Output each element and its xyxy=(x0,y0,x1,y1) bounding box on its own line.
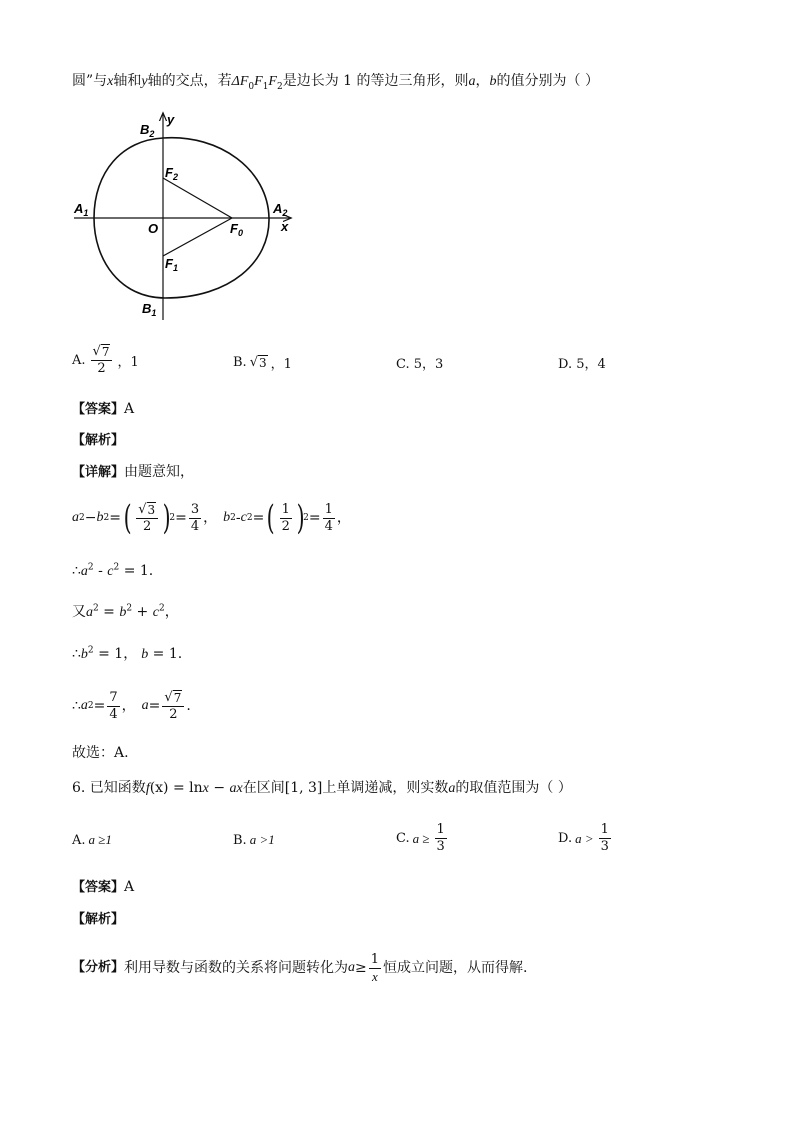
equation-4 xyxy=(72,644,182,665)
denominator: 2 xyxy=(97,361,106,376)
option-label: A. xyxy=(72,832,86,848)
label-a1: $A_1$ xyxy=(74,201,89,218)
analysis-tag: 【解析】 xyxy=(72,433,125,448)
three-quarters: $\frac{3}{4}$ xyxy=(190,501,200,534)
op: + xyxy=(132,604,153,620)
sqrt3-over-2: √ 3 2 xyxy=(136,502,158,535)
op: = xyxy=(308,510,321,526)
label-a2: $A_2$ xyxy=(273,201,288,218)
exp: 2 xyxy=(158,603,165,614)
op: = 1， xyxy=(93,646,138,662)
option-tail: ，1 xyxy=(270,357,292,372)
var-a: a xyxy=(448,781,456,796)
q6-answer xyxy=(72,877,134,898)
f1-letter: F xyxy=(254,74,263,89)
label-x: x xyxy=(281,219,289,234)
answer-value: A xyxy=(124,879,135,895)
interval: [1, 3] xyxy=(284,780,323,796)
label-f2: $F_2$ xyxy=(165,165,178,182)
option-label: B. xyxy=(233,355,247,370)
label-y: y xyxy=(167,112,175,127)
var-a: a xyxy=(468,74,476,89)
answer-tag: 【答案】 xyxy=(72,402,125,417)
option-label: D. 5，4 xyxy=(558,357,606,372)
prefix: 又 xyxy=(72,604,86,620)
option-label: C. xyxy=(396,831,410,846)
op: − xyxy=(208,780,230,796)
radicand: 7 xyxy=(173,690,182,705)
var-b: b xyxy=(96,510,104,525)
detail-text: 由题意知， xyxy=(124,464,195,480)
intro-text-b: 轴和 xyxy=(113,73,142,89)
q6-number: 6. 已知函数 xyxy=(72,780,146,796)
option-label: C. 5，3 xyxy=(396,357,444,372)
therefore: ∴ xyxy=(72,698,81,714)
comma: ， xyxy=(203,510,218,526)
exp: 2 xyxy=(87,562,94,573)
q5-detail xyxy=(72,462,194,483)
var-b: b xyxy=(223,510,231,525)
equation-2 xyxy=(72,561,153,582)
option-label: A. xyxy=(72,353,86,368)
triangle-symbol: ΔF xyxy=(231,74,249,89)
q5-choice: 故选：A. xyxy=(72,745,129,761)
radicand: 3 xyxy=(147,502,156,517)
arg: (x) xyxy=(149,780,169,796)
option-expr: a > xyxy=(575,830,594,846)
triangle-f0f1f2 xyxy=(163,178,232,256)
label-b2: $B_2$ xyxy=(140,122,155,139)
comma: ， xyxy=(336,510,351,526)
var-b: b xyxy=(80,647,88,662)
op: = xyxy=(252,510,265,526)
denominator: 2 xyxy=(143,518,152,534)
op: − xyxy=(84,510,97,526)
exp: 2 xyxy=(87,645,94,656)
fenxi-text: 利用导数与函数的关系将问题转化为 xyxy=(124,960,349,976)
var-ax: ax xyxy=(229,781,243,796)
q6-analysis xyxy=(72,909,124,930)
option-tail: ，1 xyxy=(117,355,139,370)
q6-mid: 在区间 xyxy=(242,780,285,796)
sub-1: 1 xyxy=(262,81,269,92)
sqrt7-over-2: √ 7 2 xyxy=(162,690,184,723)
q5-analysis xyxy=(72,430,124,451)
intro-text-c: 轴的交点，若 xyxy=(147,73,232,89)
op: = xyxy=(93,698,106,714)
var-a: a xyxy=(141,698,149,713)
sqrt7-over-2: √ 7 2 xyxy=(91,344,113,377)
fenxi-tag: 【分析】 xyxy=(72,960,125,975)
rest: = 1. xyxy=(148,646,183,662)
var-b: b xyxy=(141,647,149,662)
one-third: $\frac{1}{3}$ xyxy=(436,822,445,854)
q5-answer xyxy=(72,399,134,420)
var-a: a xyxy=(72,510,79,525)
comma: ， xyxy=(164,604,179,620)
equation-5: ∴ a 2 = $\frac{7}{4}$ ， a = √ 7 2 . xyxy=(72,689,191,722)
op: = xyxy=(109,510,121,526)
label-origin: O xyxy=(148,221,159,236)
comma: ， xyxy=(121,698,136,714)
comma: ， xyxy=(475,73,490,89)
q5-option-c xyxy=(396,353,443,372)
var-c: c xyxy=(152,605,159,620)
analysis-tag: 【解析】 xyxy=(72,912,125,927)
op: - xyxy=(93,563,108,579)
option-label: D. xyxy=(558,831,573,846)
var-c: c xyxy=(240,510,247,525)
answer-tag: 【答案】 xyxy=(72,880,125,895)
q5-option-b: B. √ 3 ，1 xyxy=(233,355,292,372)
radicand: 3 xyxy=(258,356,267,370)
option-label: B. xyxy=(233,832,247,848)
radicand: 7 xyxy=(101,345,110,359)
op: = xyxy=(175,510,187,526)
var-y: y xyxy=(141,74,148,89)
f2-letter: F xyxy=(268,74,277,89)
q6-option-b xyxy=(233,832,275,848)
q6-option-c xyxy=(396,822,449,855)
one-over-x: $\frac{1}{x}$ xyxy=(370,951,380,984)
period: . xyxy=(186,698,191,714)
var-f: f xyxy=(145,781,150,796)
op: ≥ xyxy=(355,960,367,976)
q6-end: 的取值范围为（ ） xyxy=(455,780,572,796)
label-f0: $F_0$ xyxy=(230,221,243,238)
therefore: ∴ xyxy=(72,646,81,662)
fenxi-tail: 恒成立问题，从而得解. xyxy=(383,960,528,976)
ellipse-figure xyxy=(70,110,300,325)
var-x: x xyxy=(202,781,209,796)
var-a: a xyxy=(80,698,88,713)
rest: = 1. xyxy=(119,563,154,579)
var-c: c xyxy=(107,564,114,579)
q5-option-d xyxy=(558,353,606,372)
op: = xyxy=(148,698,161,714)
sub-0: 0 xyxy=(248,81,255,92)
exp: 2 xyxy=(93,603,99,614)
intro-line xyxy=(72,71,599,92)
var-a: a xyxy=(80,564,88,579)
detail-tag: 【详解】 xyxy=(72,465,125,480)
var-b: b xyxy=(119,605,127,620)
q6-option-a xyxy=(72,832,112,848)
one-quarter: $\frac{1}{4}$ xyxy=(324,501,333,534)
answer-value: A xyxy=(124,401,135,417)
var-b: b xyxy=(489,74,497,89)
op: = ln xyxy=(168,780,203,796)
label-f1: $F_1$ xyxy=(165,256,178,273)
q6-stem xyxy=(72,778,572,799)
seven-quarters: $\frac{7}{4}$ xyxy=(109,689,118,722)
var-a: a xyxy=(348,960,356,975)
op: - xyxy=(235,510,241,526)
exp: 2 xyxy=(113,562,120,573)
q6-option-d xyxy=(558,822,613,855)
intro-text-e: 的值分别为（ ） xyxy=(496,73,599,89)
one-third: $\frac{1}{3}$ xyxy=(600,822,609,854)
therefore: ∴ xyxy=(72,563,81,579)
one-half: $\frac{1}{2}$ xyxy=(281,501,290,534)
equation-3 xyxy=(72,602,179,623)
op: = xyxy=(98,604,120,620)
equation-1: a 2 − b 2 = ( √ 3 2 ) 2 = $\frac{3}{4}$ ， b 2 - c 2 = ( $\frac{1}{2}$ ) 2 = $\frac{1}{4}$ ， xyxy=(72,498,351,538)
option-expr: a >1 xyxy=(249,832,275,847)
option-expr: a ≥ xyxy=(412,830,430,846)
q6-tail: 上单调递减，则实数 xyxy=(322,780,449,796)
intro-text-d: 是边长为 1 的等边三角形，则 xyxy=(282,73,469,89)
sub-2: 2 xyxy=(276,81,283,92)
exp: 2 xyxy=(126,603,133,614)
var-x: x xyxy=(107,74,114,89)
q5-option-a xyxy=(72,344,139,377)
var-a: a xyxy=(86,605,93,620)
q6-fenxi xyxy=(72,946,527,990)
label-b1: $B_1$ xyxy=(142,301,157,318)
option-expr: a ≥1 xyxy=(88,832,112,847)
intro-text-a: 圆”与 xyxy=(72,73,108,89)
